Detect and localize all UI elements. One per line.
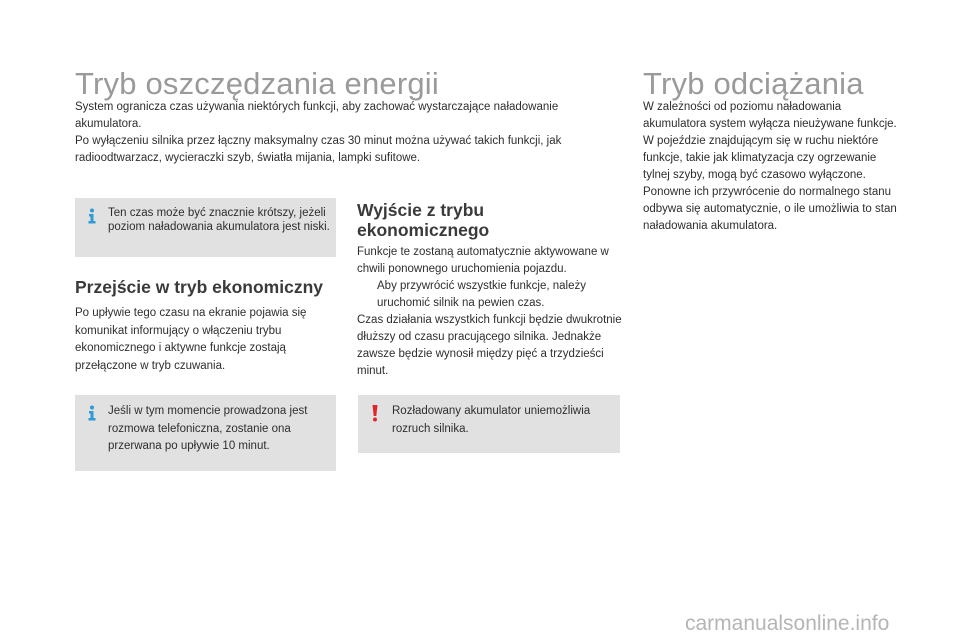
info-icon xyxy=(85,208,99,224)
bullet-text: Aby przywrócić wszystkie funkcje, należy uruchomić silnik na pewien czas. xyxy=(377,280,586,309)
left-page-title: Tryb oszczędzania energii xyxy=(75,66,439,101)
section-title-line-2: ekonomicznego xyxy=(357,220,490,240)
intro-paragraph-2: Po wyłączeniu silnika przez łączny maksymalny czas 30 minut można używać takich funkcji, jak radioodtwarzacz, wycieraczki szyb, światła mijania, lampki sufitowe. xyxy=(75,135,562,164)
unload-paragraph-1: W zależności od poziomu naładowania akumulatora system wyłącza nieużywane funkcje. xyxy=(643,101,897,130)
left-intro xyxy=(75,99,615,167)
right-page-title: Tryb odciążania xyxy=(643,66,864,101)
section-title-economy-mode: Przejście w tryb ekonomiczny xyxy=(75,277,324,297)
bullet-symbol xyxy=(357,278,377,312)
info-box-battery-time xyxy=(75,198,336,257)
section-title-exit-economy xyxy=(357,200,489,240)
exit-economy-content xyxy=(357,244,622,380)
exit-paragraph-2: Czas działania wszystkich funkcji będzie dwukrotnie dłuższy od czasu pracującego silnika. Jednakże zawsze będzie wynosił między pięć a trzydzieści minut. xyxy=(357,314,622,377)
economy-mode-text: Po upływie tego czasu na ekranie pojawia się komunikat informujący o włączeniu trybu ekonomicznego i aktywne funkcje zostają przełączone w tryb czuwania. xyxy=(75,307,307,372)
unload-paragraph-2: W pojeździe znajdującym się w ruchu niektóre funkcje, takie jak klimatyzacja czy ogrzewanie tylnej szyby, mogą być czasowo wyłączone. Ponowne ich przywrócenie do normalnego stanu odbywa się automatycznie, o ile umożliwia to stan naładowania akumulatora. xyxy=(643,135,897,232)
watermark: carmanualsonline.info xyxy=(685,612,890,635)
exit-paragraph-1: Funkcje te zostaną automatycznie aktywowane w chwili ponownego uruchomienia pojazdu. xyxy=(357,246,609,275)
section-title-line-1: Wyjście z trybu xyxy=(357,200,485,220)
info-box-text: Jeśli w tym momencie prowadzona jest rozmowa telefoniczna, zostanie ona przerwana po upływie 10 minut. xyxy=(108,405,308,452)
info-box-phone-call xyxy=(75,395,336,471)
intro-paragraph-1: System ogranicza czas używania niektórych funkcji, aby zachować wystarczające naładowanie akumulatora. xyxy=(75,101,559,130)
warning-box-battery xyxy=(358,395,620,453)
warning-icon xyxy=(367,404,383,422)
right-content xyxy=(643,99,905,235)
info-box-text: Ten czas może być znacznie krótszy, jeżeli poziom naładowania akumulatora jest niski. xyxy=(108,207,330,233)
bullet-item xyxy=(357,278,622,312)
warning-box-text: Rozładowany akumulator uniemożliwia rozruch silnika. xyxy=(392,405,591,435)
info-icon xyxy=(85,405,99,421)
